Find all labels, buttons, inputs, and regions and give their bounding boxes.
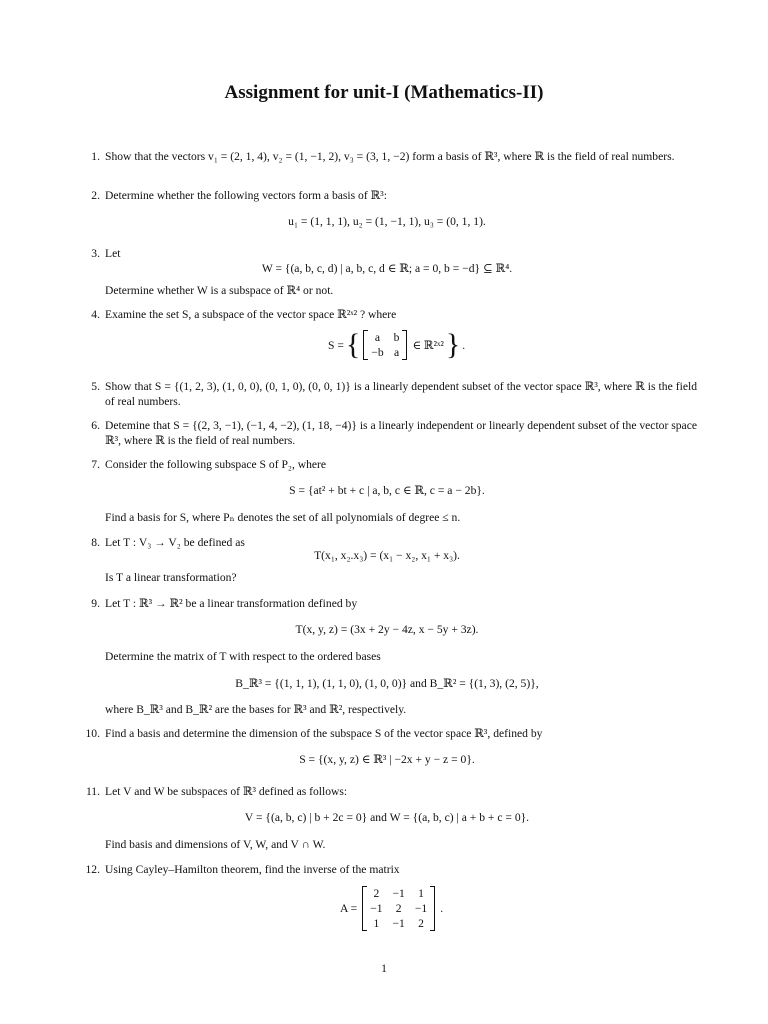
question-text: Let	[105, 247, 121, 260]
question-followup: Find a basis for S, where Pₙ denotes the set of all polynomials of degree ≤ n.	[105, 511, 461, 524]
question-number: 7.	[91, 458, 100, 471]
matrix-cell: b	[393, 331, 400, 344]
matrix-cell: a	[393, 346, 400, 359]
question-number: 8.	[91, 536, 100, 549]
question-number: 12.	[85, 863, 100, 876]
question-followup: Is T a linear transformation?	[105, 571, 237, 584]
question-number: 5.	[91, 380, 100, 393]
matrix-cell: a	[374, 331, 381, 344]
page-number: 1	[381, 962, 387, 975]
matrix-cell: 2	[373, 887, 380, 900]
left-brace-icon: {	[345, 328, 361, 361]
matrix-cell: 2	[395, 902, 402, 915]
question-text: Determine whether the following vectors form a basis of ℝ³:	[105, 189, 387, 202]
equation-suffix: ∈ ℝ²ˣ²	[412, 339, 444, 352]
question-text: Consider the following subspace S of P₂, where	[105, 458, 327, 471]
matrix-2x2	[366, 330, 404, 360]
question-number: 11.	[85, 785, 100, 798]
question-followup: Determine the matrix of T with respect to the ordered bases	[105, 650, 381, 663]
equation: T(x, y, z) = (3x + 2y − 4z, x − 5y + 3z).	[295, 623, 479, 636]
question-number: 4.	[91, 308, 100, 321]
question-text: Show that S = {(1, 2, 3), (1, 0, 0), (0, 1, 0), (0, 0, 1)} is a linearly dependent subset of the vector space ℝ³, where ℝ is the field of real numbers.	[105, 380, 697, 408]
question-text: Find a basis and determine the dimension of the subspace S of the vector space ℝ³, defined by	[105, 727, 543, 740]
page-title: Assignment for unit-I (Mathematics-II)	[224, 82, 544, 103]
equation: S = {at² + bt + c | a, b, c ∈ ℝ, c = a − 2b}.	[289, 484, 485, 497]
equation: T(x₁, x₂.x₃) = (x₁ − x₂, x₁ + x₃).	[314, 549, 460, 562]
question-followup: Determine whether W is a subspace of ℝ⁴ or not.	[105, 284, 334, 297]
question-number: 9.	[91, 597, 100, 610]
question-followup: Find basis and dimensions of V, W, and V ∩ W.	[105, 838, 326, 851]
matrix-a-definition	[340, 886, 443, 931]
equation: V = {(a, b, c) | b + 2c = 0} and W = {(a, b, c) | a + b + c = 0}.	[244, 811, 530, 824]
equation: S = {(x, y, z) ∈ ℝ³ | −2x + y − z = 0}.	[299, 753, 475, 766]
matrix-cell: −1	[370, 902, 383, 915]
question-text: Using Cayley–Hamilton theorem, find the inverse of the matrix	[105, 863, 400, 876]
question-text: Examine the set S, a subspace of the vector space ℝ²ˣ² ? where	[105, 308, 397, 321]
matrix-cell: 1	[418, 887, 424, 900]
question-number: 2.	[91, 189, 100, 202]
question-number: 3.	[91, 247, 100, 260]
equation: u₁ = (1, 1, 1), u₂ = (1, −1, 1), u₃ = (0, 1, 1).	[288, 215, 486, 228]
equation: W = {(a, b, c, d) | a, b, c, d ∈ ℝ; a = 0, b = −d} ⊆ ℝ⁴.	[261, 262, 513, 275]
period-mark: .	[462, 338, 466, 352]
question-number: 6.	[91, 419, 100, 432]
question-text: Let V and W be subspaces of ℝ³ defined as follows:	[105, 785, 348, 798]
question-text: Let T : ℝ³ → ℝ² be a linear transformation defined by	[105, 597, 358, 610]
matrix-3x3	[365, 886, 432, 931]
equation: B_ℝ³ = {(1, 1, 1), (1, 1, 0), (1, 0, 0)} and B_ℝ² = {(1, 3), (2, 5)},	[235, 677, 539, 690]
matrix-cell: 2	[418, 917, 424, 930]
matrix-cell: −1	[392, 917, 405, 930]
right-brace-icon: }	[445, 328, 461, 361]
matrix-cell: −1	[392, 887, 405, 900]
equation-suffix: .	[440, 902, 444, 915]
matrix-cell: −1	[414, 902, 428, 915]
question-number: 10.	[85, 727, 100, 740]
question-text: Detemine that S = {(2, 3, −1), (−1, 4, −2), (1, 18, −4)} is a linearly independent or linearly dependent subset of the vector space ℝ³, where ℝ is the field of real numbers.	[105, 419, 697, 447]
question-text: Show that the vectors v₁ = (2, 1, 4), v₂ = (1, −1, 2), v₃ = (3, 1, −2) form a basis of ℝ³, where ℝ is the field of real numbers.	[105, 150, 675, 163]
question-followup: where B_ℝ³ and B_ℝ² are the bases for ℝ³ and ℝ², respectively.	[105, 703, 407, 716]
matrix-cell: 1	[373, 917, 380, 930]
equation-prefix: A =	[340, 902, 358, 915]
question-text: Let T : V₃ → V₂ be defined as	[105, 536, 245, 549]
question-number: 1.	[91, 150, 100, 163]
matrix-cell: −b	[371, 346, 384, 359]
set-s-definition	[328, 330, 465, 360]
equation-prefix: S =	[328, 338, 344, 352]
